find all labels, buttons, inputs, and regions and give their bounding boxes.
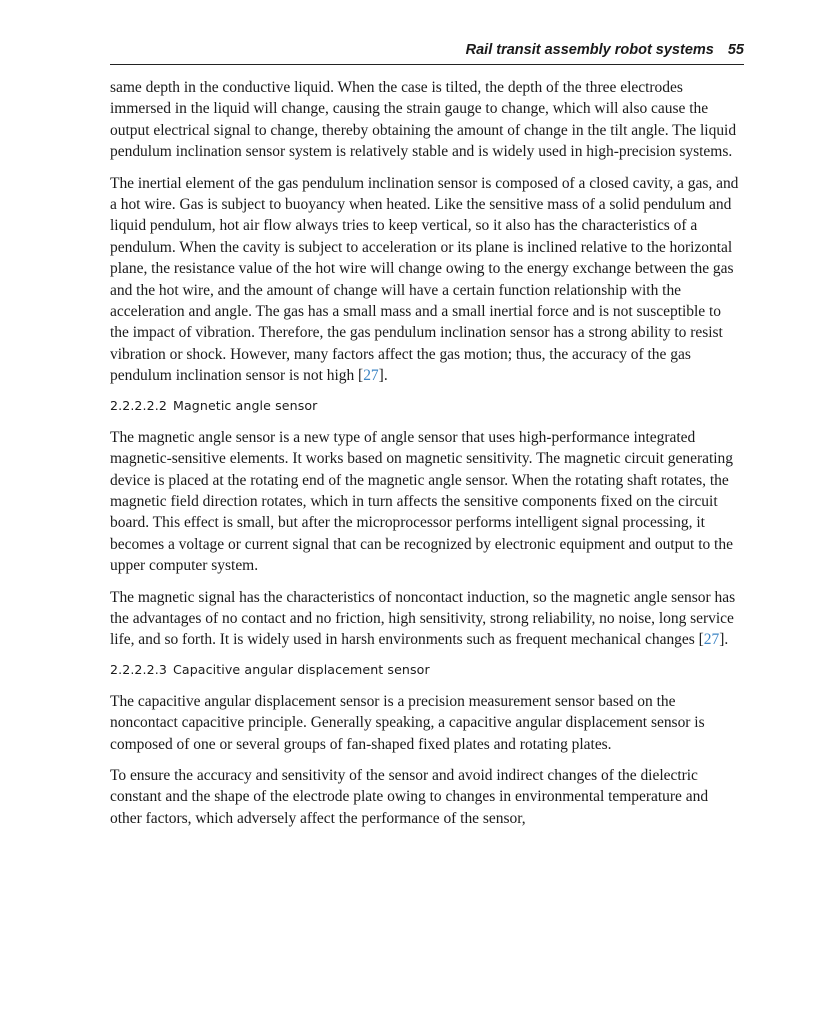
section-heading-magnetic-angle-sensor [110,397,742,415]
section-heading-capacitive-angular-displacement-sensor [110,661,742,679]
paragraph-liquid-pendulum: same depth in the conductive liquid. When the case is tilted, the depth of the three electrodes immersed in the liquid will change, causing the strain gauge to change, which will also cause the output electrical signal to change, thereby obtaining the amount of change in the tilt angle. The liquid pendulum inclination sensor system is relatively stable and is widely used in high-precision systems. [110,79,737,161]
citation-bracket-close: ]. [378,367,388,385]
section-title: Capacitive angular displacement sensor [172,661,430,677]
citation-link-27[interactable]: 27 [363,367,379,385]
paragraph-accuracy-sensitivity: To ensure the accuracy and sensitivity of the sensor and avoid indirect changes of the dielectric constant and the shape of the electrode plate owing to changes in environmental temperature and other factors, which adversely affect the performance of the sensor, [110,766,709,827]
section-title: Magnetic angle sensor [172,397,318,413]
running-head-title: Rail transit assembly robot systems [465,42,714,58]
header-rule [110,64,744,65]
section-number: 2.2.2.2.2 [110,397,167,413]
paragraph-gas-pendulum-text: The inertial element of the gas pendulum inclination sensor is composed of a closed cavity, a gas, and a hot wire. Gas is subject to buoyancy when heated. Like the sensitive mass of a solid pendulum and liquid pendulum, hot air flow always tries to keep vertical, so it also has the characteristics of a pendulum. When the cavity is subject to acceleration or its plane is inclined relative to the horizontal plane, the resistance value of the hot wire will change owing to the energy exchange between the gas and the hot wire, and the amount of change will have a certain function relationship with the acceleration and angle. The gas has a small mass and a small inertial force and is not susceptible to the impact of vibration. Therefore, the gas pendulum inclination sensor has a strong ability to resist vibration or shock. However, many factors affect the gas motion; thus, the accuracy of the gas pendulum inclination sensor is not high [110,174,739,385]
page-number: 55 [727,42,744,58]
citation-bracket-open: [ [358,367,364,385]
section-number: 2.2.2.2.3 [110,661,167,677]
page-body [110,77,742,829]
paragraph-magnetic-signal [110,587,742,651]
citation-link-27[interactable]: 27 [703,631,720,649]
paragraph-magnetic-signal-text: The magnetic signal has the characteristics of noncontact induction, so the magnetic angle sensor has the advantages of no contact and no friction, high sensitivity, strong reliability, no noise, long service life, and so forth. It is widely used in harsh environments such as frequent mechanical changes [110,588,736,649]
paragraph-capacitive-principle: The capacitive angular displacement sensor is a precision measurement sensor based on the noncontact capacitive principle. Generally speaking, a capacitive angular displacement sensor is composed of one or several groups of fan-shaped fixed plates and rotating plates. [110,692,705,753]
paragraph-magnetic-angle-sensor: The magnetic angle sensor is a new type of angle sensor that uses high-performance integrated magnetic-sensitive elements. It works based on magnetic sensitivity. The magnetic circuit generating device is placed at the rotating end of the magnetic angle sensor. When the rotating shaft rotates, the magnetic field direction rotates, which in turn affects the sensitive components fixed on the circuit board. This effect is small, but after the microprocessor performs intelligent signal processing, it becomes a voltage or current signal that can be recognized by electronic equipment and output to the upper computer system. [110,428,733,575]
citation-bracket-close: ]. [719,631,729,649]
running-head [110,40,744,60]
paragraph-gas-pendulum [110,173,742,387]
citation-bracket-open: [ [698,631,704,649]
